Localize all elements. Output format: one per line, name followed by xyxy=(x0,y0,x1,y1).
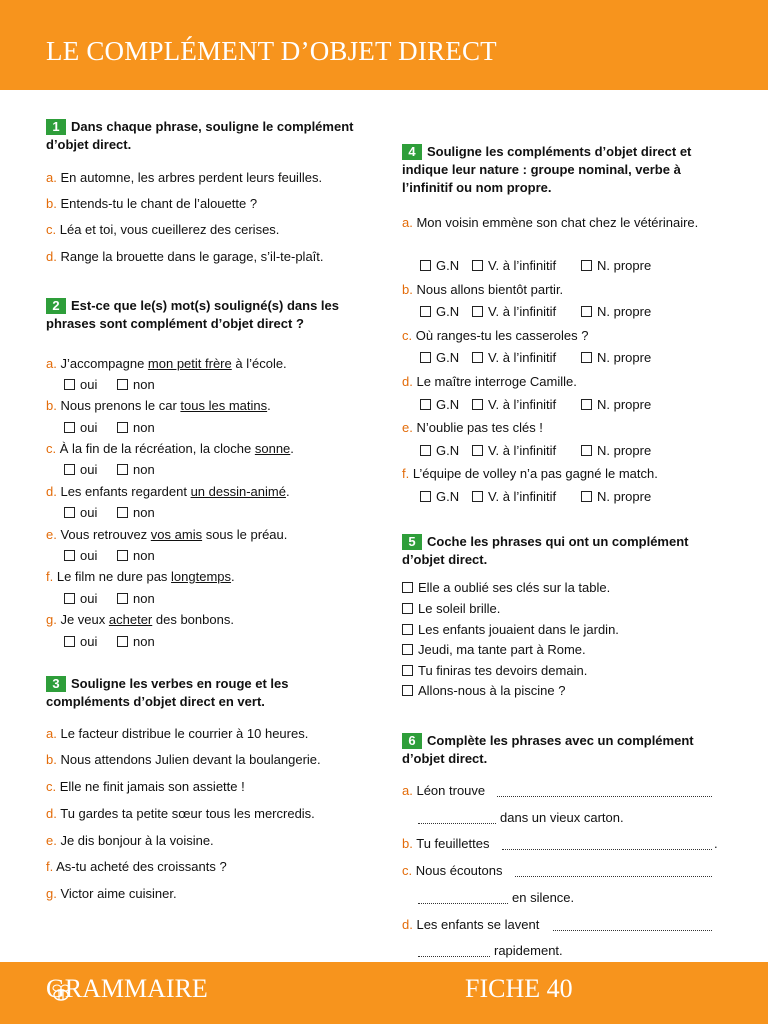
list-item: d. Les enfants se lavent xyxy=(402,917,540,932)
infinitive-checkbox[interactable]: V. à l’infinitif xyxy=(472,489,556,504)
list-item: dans un vieux carton. xyxy=(500,810,624,825)
answer-blank[interactable] xyxy=(418,945,490,957)
list-item: c. Où ranges-tu les casseroles ? xyxy=(402,328,589,343)
list-item: d. Tu gardes ta petite sœur tous les mercredis. xyxy=(46,806,315,821)
proper-noun-checkbox[interactable]: N. propre xyxy=(581,258,651,273)
exercise-2 xyxy=(46,297,356,333)
list-item: e. Je dis bonjour à la voisine. xyxy=(46,833,214,848)
infinitive-checkbox[interactable]: V. à l’infinitif xyxy=(472,304,556,319)
non-checkbox[interactable]: non xyxy=(117,462,155,477)
answer-blank[interactable] xyxy=(502,838,712,850)
gn-checkbox[interactable]: G.N xyxy=(420,350,459,365)
proper-noun-checkbox[interactable]: N. propre xyxy=(581,489,651,504)
footer-grammaire: GRAMMAIRE xyxy=(46,974,208,1003)
gn-checkbox[interactable]: G.N xyxy=(420,443,459,458)
gn-checkbox[interactable]: G.N xyxy=(420,304,459,319)
list-item: b. Nous attendons Julien devant la boulangerie. xyxy=(46,752,321,767)
list-item: c. À la fin de la récréation, la cloche sonne. xyxy=(46,441,294,456)
sentence-checkbox[interactable]: Tu finiras tes devoirs demain. xyxy=(402,663,587,678)
list-item: f. Le film ne dure pas longtemps. xyxy=(46,569,235,584)
exercise-number: 5 xyxy=(402,534,422,550)
proper-noun-checkbox[interactable]: N. propre xyxy=(581,304,651,319)
oui-checkbox[interactable]: oui xyxy=(64,420,97,435)
exercise-2-instruction: 2 Est-ce que le(s) mot(s) souligné(s) dans les phrases sont complément d’objet direct ? xyxy=(46,298,339,331)
infinitive-checkbox[interactable]: V. à l’infinitif xyxy=(472,397,556,412)
list-item: e. N’oublie pas tes clés ! xyxy=(402,420,543,435)
page-header xyxy=(0,0,768,90)
exercise-number: 1 xyxy=(46,119,66,135)
exercise-5-instruction: 5 Coche les phrases qui ont un complément d’objet direct. xyxy=(402,534,689,567)
list-item: en silence. xyxy=(512,890,575,905)
non-checkbox[interactable]: non xyxy=(117,377,155,392)
list-item: f. As-tu acheté des croissants ? xyxy=(46,859,227,874)
infinitive-checkbox[interactable]: V. à l’infinitif xyxy=(472,350,556,365)
proper-noun-checkbox[interactable]: N. propre xyxy=(581,397,651,412)
exercise-3 xyxy=(46,675,356,711)
list-item: c. Nous écoutons xyxy=(402,863,503,878)
footer-fiche-number: FICHE 40 xyxy=(465,974,573,1003)
non-checkbox[interactable]: non xyxy=(117,505,155,520)
list-item: g. Victor aime cuisiner. xyxy=(46,886,177,901)
list-item: rapidement. xyxy=(494,943,563,958)
answer-blank[interactable] xyxy=(418,892,508,904)
exercise-number: 2 xyxy=(46,298,66,314)
infinitive-checkbox[interactable]: V. à l’infinitif xyxy=(472,443,556,458)
oui-checkbox[interactable]: oui xyxy=(64,634,97,649)
sentence-checkbox[interactable]: Le soleil brille. xyxy=(402,601,500,616)
list-item: e. Vous retrouvez vos amis sous le préau. xyxy=(46,527,288,542)
sentence-checkbox[interactable]: Elle a oublié ses clés sur la table. xyxy=(402,580,610,595)
exercise-4 xyxy=(402,143,724,197)
answer-blank[interactable] xyxy=(497,785,712,797)
gn-checkbox[interactable]: G.N xyxy=(420,397,459,412)
list-item: b. Nous allons bientôt partir. xyxy=(402,282,564,297)
list-item: a. En automne, les arbres perdent leurs feuilles. xyxy=(46,170,323,185)
page-title: LE COMPLÉMENT D’OBJET DIRECT xyxy=(46,36,497,66)
bee-icon xyxy=(48,982,74,1004)
exercise-6-instruction: 6 Complète les phrases avec un complément d’objet direct. xyxy=(402,733,694,766)
non-checkbox[interactable]: non xyxy=(117,634,155,649)
oui-checkbox[interactable]: oui xyxy=(64,377,97,392)
sentence-checkbox[interactable]: Jeudi, ma tante part à Rome. xyxy=(402,642,586,657)
list-item: d. Le maître interroge Camille. xyxy=(402,374,577,389)
list-item: b. Entends-tu le chant de l’alouette ? xyxy=(46,196,258,211)
answer-blank[interactable] xyxy=(418,812,496,824)
list-item: . xyxy=(714,836,718,851)
exercise-4-instruction: 4 Souligne les compléments d’objet direct et indique leur nature : groupe nominal, verbe à l’infinitif ou nom propre. xyxy=(402,144,692,195)
list-item: g. Je veux acheter des bonbons. xyxy=(46,612,234,627)
oui-checkbox[interactable]: oui xyxy=(64,505,97,520)
list-item: f. L’équipe de volley n’a pas gagné le match. xyxy=(402,466,658,481)
page-footer xyxy=(0,962,768,1024)
exercise-1-instruction: 1 Dans chaque phrase, souligne le complément d’objet direct. xyxy=(46,119,354,152)
proper-noun-checkbox[interactable]: N. propre xyxy=(581,443,651,458)
list-item: a. Léon trouve xyxy=(402,783,486,798)
exercise-number: 6 xyxy=(402,733,422,749)
list-item: b. Nous prenons le car tous les matins. xyxy=(46,398,271,413)
list-item: a. Le facteur distribue le courrier à 10 heures. xyxy=(46,726,309,741)
list-item: d. Les enfants regardent un dessin-animé. xyxy=(46,484,290,499)
exercise-6 xyxy=(402,732,712,768)
answer-blank[interactable] xyxy=(515,865,712,877)
non-checkbox[interactable]: non xyxy=(117,420,155,435)
oui-checkbox[interactable]: oui xyxy=(64,462,97,477)
sentence-checkbox[interactable]: Allons-nous à la piscine ? xyxy=(402,683,565,698)
list-item: b. Tu feuillettes xyxy=(402,836,490,851)
exercise-1 xyxy=(46,118,366,154)
list-item: c. Elle ne finit jamais son assiette ! xyxy=(46,779,245,794)
non-checkbox[interactable]: non xyxy=(117,548,155,563)
exercise-3-instruction: 3 Souligne les verbes en rouge et les compléments d’objet direct en vert. xyxy=(46,676,289,709)
list-item: c. Léa et toi, vous cueillerez des cerises. xyxy=(46,222,280,237)
gn-checkbox[interactable]: G.N xyxy=(420,489,459,504)
exercise-5 xyxy=(402,533,712,569)
gn-checkbox[interactable]: G.N xyxy=(420,258,459,273)
exercise-number: 3 xyxy=(46,676,66,692)
proper-noun-checkbox[interactable]: N. propre xyxy=(581,350,651,365)
list-item: d. Range la brouette dans le garage, s’il-te-plaît. xyxy=(46,249,324,264)
non-checkbox[interactable]: non xyxy=(117,591,155,606)
exercise-number: 4 xyxy=(402,144,422,160)
answer-blank[interactable] xyxy=(553,919,712,931)
infinitive-checkbox[interactable]: V. à l’infinitif xyxy=(472,258,556,273)
list-item: a. Mon voisin emmène son chat chez le vétérinaire. xyxy=(402,215,699,230)
oui-checkbox[interactable]: oui xyxy=(64,591,97,606)
oui-checkbox[interactable]: oui xyxy=(64,548,97,563)
sentence-checkbox[interactable]: Les enfants jouaient dans le jardin. xyxy=(402,622,619,637)
list-item: a. J’accompagne mon petit frère à l’école. xyxy=(46,356,287,371)
